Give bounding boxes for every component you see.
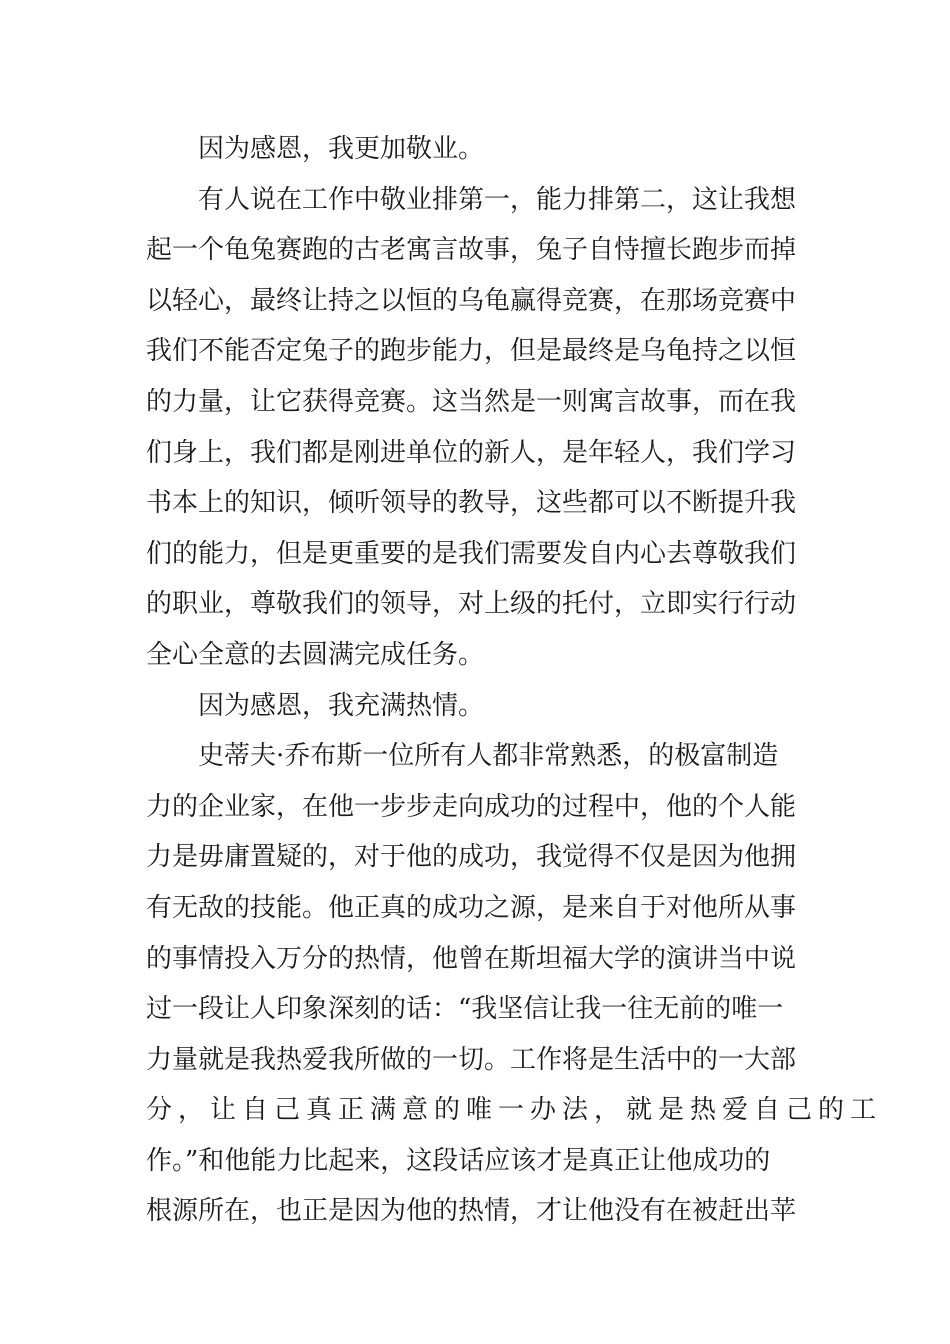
text-line: 力量就是我热爱我所做的一切。工作将是生活中的一大部 <box>146 1044 797 1075</box>
text-line: 力的企业家，在他一步步走向成功的过程中，他的个人能 <box>146 791 797 822</box>
text-line: 全心全意的去圆满完成任务。 <box>146 639 485 670</box>
text-line: 分，让自己真正满意的唯一办法，就是热爱自己的工 <box>146 1095 883 1126</box>
text-line: 以轻心，最终让持之以恒的乌龟赢得竞赛，在那场竞赛中 <box>146 285 797 316</box>
text-line: 史蒂夫·乔布斯一位所有人都非常熟悉，的极富制造 <box>198 741 779 772</box>
text-line: 根源所在，也正是因为他的热情，才让他没有在被赶出苹 <box>146 1196 797 1227</box>
text-line: 起一个龟兔赛跑的古老寓言故事，兔子自恃擅长跑步而掉 <box>146 235 797 266</box>
text-line: 我们不能否定兔子的跑步能力，但是最终是乌龟持之以恒 <box>146 336 797 367</box>
text-line: 的事情投入万分的热情，他曾在斯坦福大学的演讲当中说 <box>146 943 797 974</box>
text-line: 们身上，我们都是刚进单位的新人，是年轻人，我们学习 <box>146 437 797 468</box>
text-line: 有无敌的技能。他正真的成功之源，是来自于对他所从事 <box>146 892 797 923</box>
text-line: 的力量，让它获得竞赛。这当然是一则寓言故事，而在我 <box>146 386 797 417</box>
text-line: 力是毋庸置疑的，对于他的成功，我觉得不仅是因为他拥 <box>146 842 797 873</box>
body-text <box>146 124 883 1237</box>
text-line: 过一段让人印象深刻的话：“我坚信让我一往无前的唯一 <box>146 994 784 1025</box>
paragraph-heading-dedication: 因为感恩，我更加敬业。 <box>198 134 485 164</box>
text-line: 们的能力，但是更重要的是我们需要发自内心去尊敬我们 <box>146 538 797 569</box>
paragraph-heading-passion: 因为感恩，我充满热情。 <box>198 690 485 721</box>
text-line: 书本上的知识，倾听领导的教导，这些都可以不断提升我 <box>146 488 797 519</box>
text-line: 的职业，尊敬我们的领导，对上级的托付，立即实行行动 <box>146 589 797 620</box>
text-line: 有人说在工作中敬业排第一，能力排第二，这让我想 <box>198 184 797 215</box>
text-line: 作。”和他能力比起来，这段话应该才是真正让他成功的 <box>146 1145 771 1176</box>
